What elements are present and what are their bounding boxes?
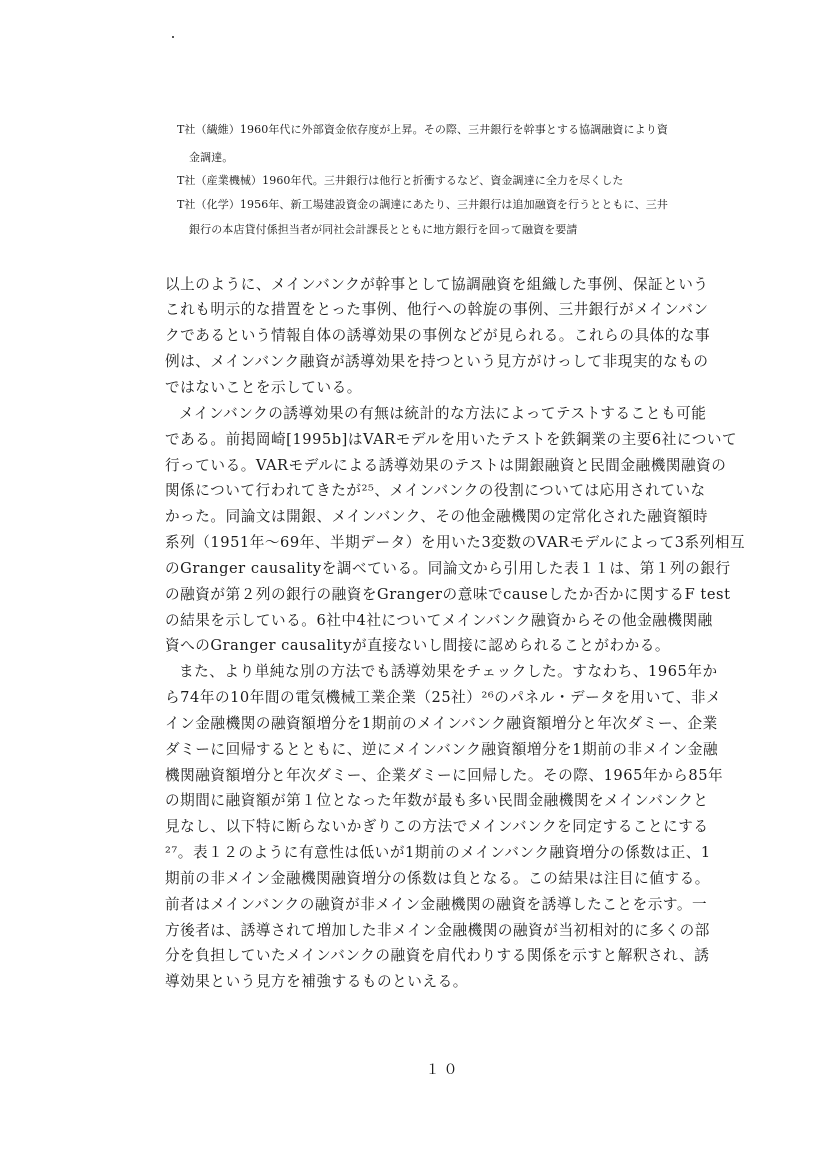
text-line: かった。同論文は開銀、メインバンク、その他金融機関の定常化された融資額時 — [165, 508, 708, 525]
text-line: の結果を示している。6社中4社についてメインバンク融資からその他金融機関融 — [165, 612, 713, 629]
text-line: また、より単純な別の方法でも誘導効果をチェックした。すなわち、1965年か — [179, 663, 718, 680]
text-line: メインバンクの誘導効果の有無は統計的な方法によってテストすることも可能 — [179, 405, 707, 422]
text-line: 期前の非メイン金融機関融資増分の係数は負となる。この結果は注目に値する。 — [165, 870, 710, 887]
text-line: 見なし、以下特に断らないかぎりこの方法でメインバンクを同定することにする — [165, 818, 709, 835]
text-line: ²⁷。表１２のように有意性は低いが1期前のメインバンク融資増分の係数は正、1 — [165, 844, 711, 861]
text-line: 以上のように、メインバンクが幹事として協調融資を組織した事例、保証という — [165, 276, 709, 293]
text-line: である。前掲岡崎[1995b]はVARモデルを用いたテストを鉄鋼業の主要6社について — [165, 431, 738, 448]
text-line: 関係について行われてきたが²⁵、メインバンクの役割については応用されていな — [165, 482, 706, 499]
example-line: T社（産業機械）1960年代。三井銀行は他行と折衝するなど、資金調達に全力を尽くした — [177, 174, 624, 187]
text-line: 導効果という見方を補強するものといえる。 — [165, 973, 468, 990]
text-line: 行っている。VARモデルによる誘導効果のテストは開銀融資と民間金融機関融資の — [165, 457, 727, 474]
page-number: １０ — [425, 1062, 462, 1078]
text-line: ではないことを示している。 — [165, 379, 362, 396]
text-line: イン金融機関の融資額増分を1期前のメインバンク融資額増分と年次ダミー、企業 — [165, 715, 718, 732]
example-line: 金調達。 — [189, 151, 234, 164]
text-line: 系列（1951年～69年、半期データ）を用いた3変数のVARモデルによって3系列相互 — [165, 534, 746, 551]
text-line: 資へのGranger causalityが直接ないし間接に認められることがわかる。 — [165, 637, 671, 654]
text-line: の融資が第２列の銀行の融資をGrangerの意味でcauseしたか否かに関するF test — [165, 586, 731, 603]
scan-speck — [172, 36, 174, 38]
text-line: ら74年の10年間の電気機械工業企業（25社）²⁶のパネル・データを用いて、非メ — [165, 689, 722, 706]
text-line: クであるという情報自体の誘導効果の事例などが見られる。これらの具体的な事 — [165, 327, 711, 344]
example-line: T社（繊維）1960年代に外部資金依存度が上昇。その際、三井銀行を幹事とする協調融資により資 — [177, 123, 668, 136]
text-line: 分を負担していたメインバンクの融資を肩代わりする関係を示すと解釈され、誘 — [165, 947, 710, 964]
text-line: の期間に融資額が第１位となった年数が最も多い民間金融機関をメインバンクと — [165, 792, 709, 809]
text-line: 前者はメインバンクの融資が非メイン金融機関の融資を誘導したことを示す。一 — [165, 896, 708, 913]
text-line: 機関融資額増分と年次ダミー、企業ダミーに回帰した。その際、1965年から85年 — [165, 767, 724, 784]
text-line: ダミーに回帰するとともに、逆にメインバンク融資額増分を1期前の非メイン金融 — [165, 741, 719, 758]
example-line: T社（化学）1956年、新工場建設資金の調達にあたり、三井銀行は追加融資を行うとともに、三井 — [177, 198, 668, 211]
text-line: 例は、メインバンク融資が誘導効果を持つという見方がけっして非現実的なもの — [165, 353, 709, 370]
text-line: のGranger causalityを調べている。同論文から引用した表１１は、第１列の銀行 — [165, 560, 731, 577]
text-line: 方後者は、誘導されて増加した非メイン金融機関の融資が当初相対的に多くの部 — [165, 922, 710, 939]
text-line: これも明示的な措置をとった事例、他行への斡旋の事例、三井銀行がメインバン — [165, 301, 709, 318]
example-line: 銀行の本店貸付係担当者が同社会計課長とともに地方銀行を回って融資を要請 — [189, 223, 578, 236]
